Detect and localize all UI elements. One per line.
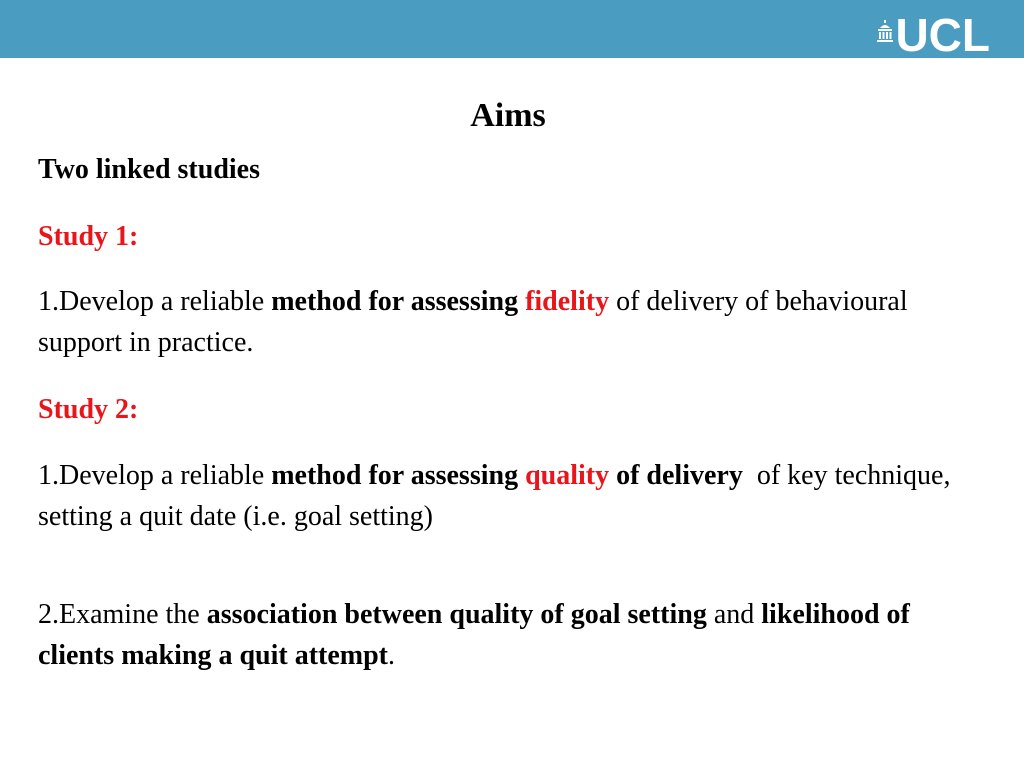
ucl-portico-icon (877, 20, 893, 42)
study2-item1 (38, 455, 978, 537)
study2-heading: Study 2: (38, 394, 139, 425)
header-banner (0, 0, 1024, 61)
study2-item2-bold: association between quality of goal setting (206, 599, 707, 630)
study2-item2-suffix: . (388, 640, 395, 671)
slide-subtitle: Two linked studies (38, 154, 260, 185)
ucl-logo (877, 9, 990, 61)
study2-item2 (38, 594, 978, 676)
study1-item1-bold: method for assessing (271, 286, 519, 317)
study1-item1 (38, 281, 978, 363)
ucl-logo-text: UCL (895, 9, 990, 61)
study2-item1-bold2: of delivery (609, 460, 743, 491)
study1-item1-suffix: of delivery of behavioural support in practice. (38, 286, 908, 358)
slide-title: Aims (470, 97, 546, 134)
study2-item1-suffix: of key technique, setting a quit date (i.e. goal setting) (38, 460, 958, 532)
study2-item1-highlight: quality (525, 460, 610, 491)
study2-item2-middle: and (706, 599, 762, 630)
study2-item2-prefix: 2.Examine the (38, 599, 207, 630)
study1-item1-highlight: fidelity (525, 286, 610, 317)
study1-heading: Study 1: (38, 221, 139, 252)
study2-item1-prefix: 1.Develop a reliable (38, 460, 272, 491)
study1-item1-prefix: 1.Develop a reliable (38, 286, 272, 317)
study2-item1-bold: method for assessing (271, 460, 519, 491)
study2-item2-bold2: likelihood of clients making a quit attempt (38, 599, 910, 671)
